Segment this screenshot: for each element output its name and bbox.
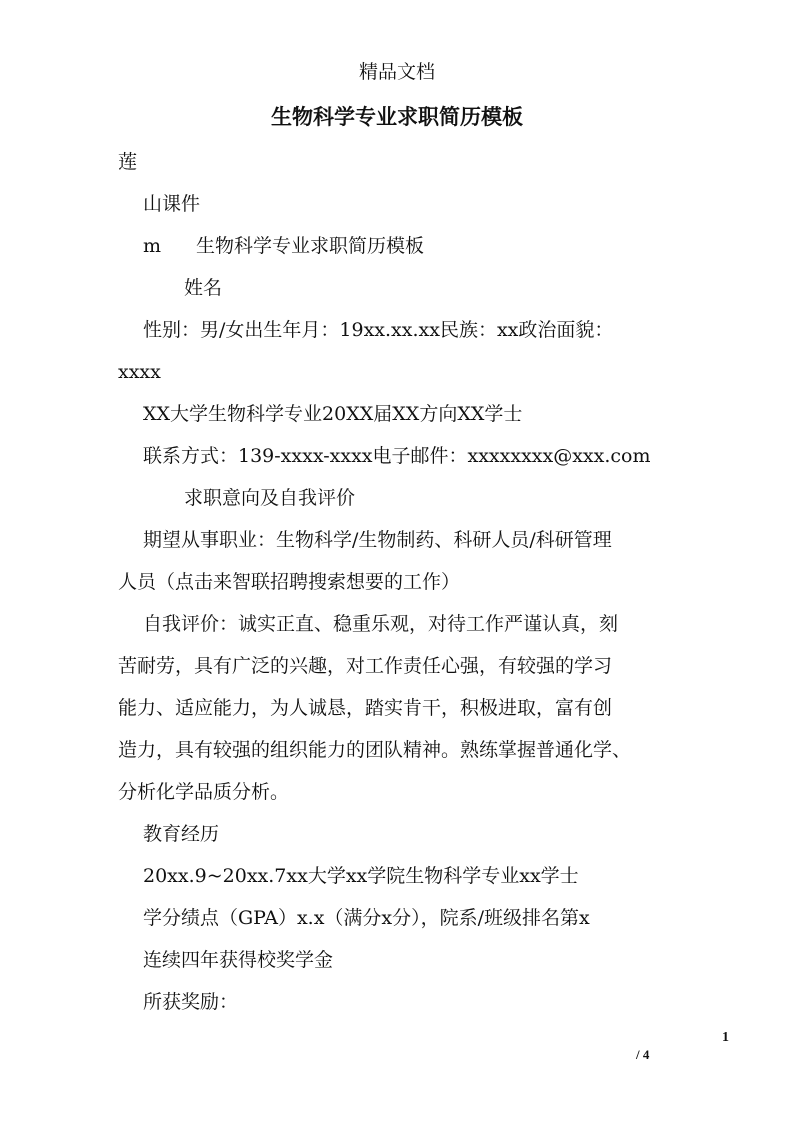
document-title: 生物科学专业求职简历模板 — [271, 104, 523, 129]
text-line: xxxx — [118, 361, 161, 383]
text-line: 所获奖励： — [143, 991, 239, 1013]
text-line: 生物科学专业求职简历模板 — [196, 235, 425, 257]
text-line: 自我评价：诚实正直、稳重乐观，对待工作严谨认真，刻 — [143, 613, 619, 635]
text-line: m — [143, 235, 162, 257]
section-heading: 教育经历 — [143, 823, 220, 845]
text-line: 莲 — [118, 151, 138, 173]
text-line: 能力、适应能力，为人诚恳，踏实肯干，积极进取，富有创 — [118, 697, 613, 719]
text-line: 学分绩点（GPA）x.x（满分x分），院系/班级排名第x — [143, 907, 590, 929]
text-line: 造力，具有较强的组织能力的团队精神。熟练掌握普通化学、 — [118, 739, 632, 761]
text-line: 苦耐劳，具有广泛的兴趣，对工作责任心强，有较强的学习 — [118, 655, 613, 677]
text-line: 人员（点击来智联招聘搜索想要的工作） — [118, 571, 461, 593]
text-line: 20xx.9~20xx.7xx大学xx学院生物科学专业xx学士 — [143, 865, 579, 887]
text-line: 性别：男/女出生年月：19xx.xx.xx民族：xx政治面貌： — [143, 319, 614, 341]
text-line: 分析化学品质分析。 — [118, 781, 290, 803]
text-line: 期望从事职业：生物科学/生物制药、科研人员/科研管理 — [143, 529, 612, 551]
section-heading: 求职意向及自我评价 — [184, 487, 356, 509]
page-number: 1 — [722, 1030, 729, 1045]
text-line: XX大学生物科学专业20XX届XX方向XX学士 — [143, 403, 523, 425]
page-header: 精品文档 — [358, 61, 435, 83]
text-line: 连续四年获得校奖学金 — [143, 949, 334, 971]
text-line: 山课件 — [143, 193, 201, 215]
page-total: / 4 — [636, 1047, 650, 1062]
text-line: 联系方式：139-xxxx-xxxx电子邮件：xxxxxxxx@xxx.com — [143, 445, 651, 467]
text-line: 姓名 — [184, 277, 223, 299]
